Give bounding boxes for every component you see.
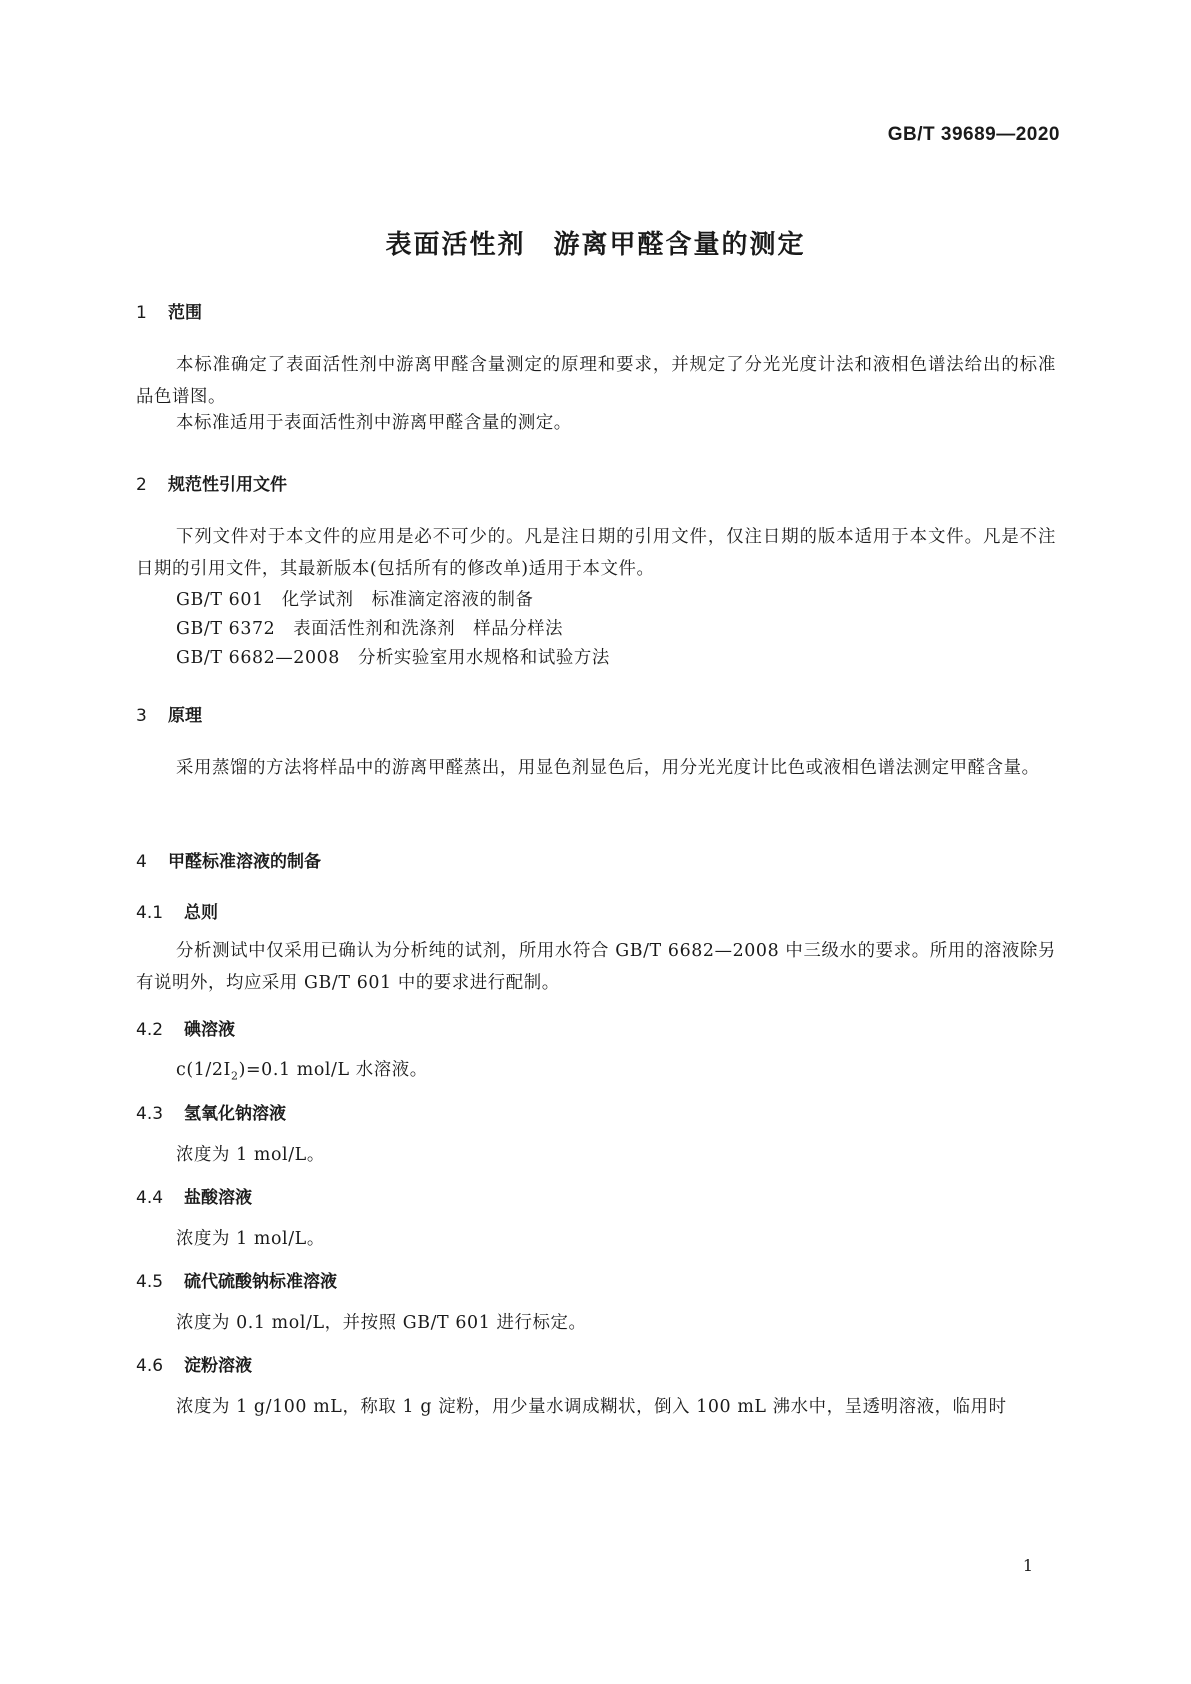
reference-item: GB/T 6682—2008 分析实验室用水规格和试验方法 bbox=[176, 648, 610, 668]
section-2-paragraph: 下列文件对于本文件的应用是必不可少的。凡是注日期的引用文件，仅注日期的版本适用于本文件。凡是不注日期的引用文件，其最新版本(包括所有的修改单)适用于本文件。 bbox=[136, 527, 1056, 579]
page-number: 1 bbox=[1022, 1556, 1033, 1575]
subsection-number: 4.3 bbox=[136, 1104, 164, 1124]
subsection-4-3-heading bbox=[136, 1099, 286, 1124]
subsection-number: 4.2 bbox=[136, 1020, 164, 1040]
subsection-4-6-text: 浓度为 1 g/100 mL，称取 1 g 淀粉，用少量水调成糊状，倒入 100 mL 沸水中，呈透明溶液，临用时 bbox=[176, 1397, 1007, 1417]
reference-item: GB/T 601 化学试剂 标准滴定溶液的制备 bbox=[176, 590, 534, 610]
subsection-title: 盐酸溶液 bbox=[184, 1188, 252, 1208]
section-number: 4 bbox=[136, 852, 147, 872]
formula-prefix: c(1/2I bbox=[176, 1060, 231, 1080]
subsection-4-6-heading bbox=[136, 1351, 252, 1376]
subsection-title: 淀粉溶液 bbox=[184, 1356, 252, 1376]
formula-suffix: )=0.1 mol/L 水溶液。 bbox=[238, 1060, 428, 1080]
subsection-4-1-heading bbox=[136, 898, 218, 923]
subsection-number: 4.5 bbox=[136, 1272, 164, 1292]
section-4-heading bbox=[136, 847, 321, 872]
section-3-heading bbox=[136, 701, 202, 726]
reference-item: GB/T 6372 表面活性剂和洗涤剂 样品分样法 bbox=[176, 619, 564, 639]
subsection-number: 4.4 bbox=[136, 1188, 164, 1208]
subsection-title: 硫代硫酸钠标准溶液 bbox=[184, 1272, 337, 1292]
subsection-4-5-heading bbox=[136, 1267, 337, 1292]
subsection-number: 4.1 bbox=[136, 903, 164, 923]
subsection-number: 4.6 bbox=[136, 1356, 164, 1376]
section-1-heading bbox=[136, 298, 202, 323]
subsection-title: 碘溶液 bbox=[184, 1020, 235, 1040]
section-number: 3 bbox=[136, 706, 147, 726]
subsection-4-2-heading bbox=[136, 1015, 235, 1040]
section-3-paragraph: 采用蒸馏的方法将样品中的游离甲醛蒸出，用显色剂显色后，用分光光度计比色或液相色谱法测定甲醛含量。 bbox=[176, 758, 1040, 778]
section-title: 甲醛标准溶液的制备 bbox=[168, 852, 321, 872]
subsection-4-5-text: 浓度为 0.1 mol/L，并按照 GB/T 601 进行标定。 bbox=[176, 1313, 587, 1333]
subsection-4-1-paragraph: 分析测试中仅采用已确认为分析纯的试剂，所用水符合 GB/T 6682—2008 中三级水的要求。所用的溶液除另有说明外，均应采用 GB/T 601 中的要求进行配制。 bbox=[136, 941, 1056, 993]
subsection-4-2-text bbox=[176, 1055, 428, 1082]
document-title: 表面活性剂 游离甲醛含量的测定 bbox=[385, 230, 806, 260]
section-number: 1 bbox=[136, 303, 147, 323]
section-2-heading bbox=[136, 470, 287, 495]
section-1-paragraph-2: 本标准适用于表面活性剂中游离甲醛含量的测定。 bbox=[176, 413, 572, 433]
formula-subscript: 2 bbox=[230, 1069, 239, 1083]
subsection-title: 氢氧化钠溶液 bbox=[184, 1104, 286, 1124]
subsection-4-4-heading bbox=[136, 1183, 252, 1208]
section-title: 规范性引用文件 bbox=[168, 475, 287, 495]
section-number: 2 bbox=[136, 475, 147, 495]
subsection-4-4-text: 浓度为 1 mol/L。 bbox=[176, 1229, 325, 1249]
section-1-paragraph-1: 本标准确定了表面活性剂中游离甲醛含量测定的原理和要求，并规定了分光光度计法和液相色谱法给出的标准品色谱图。 bbox=[136, 355, 1056, 407]
section-title: 范围 bbox=[168, 303, 202, 323]
subsection-4-3-text: 浓度为 1 mol/L。 bbox=[176, 1145, 325, 1165]
standard-code: GB/T 39689—2020 bbox=[887, 124, 1060, 145]
section-title: 原理 bbox=[168, 706, 202, 726]
subsection-title: 总则 bbox=[184, 903, 218, 923]
